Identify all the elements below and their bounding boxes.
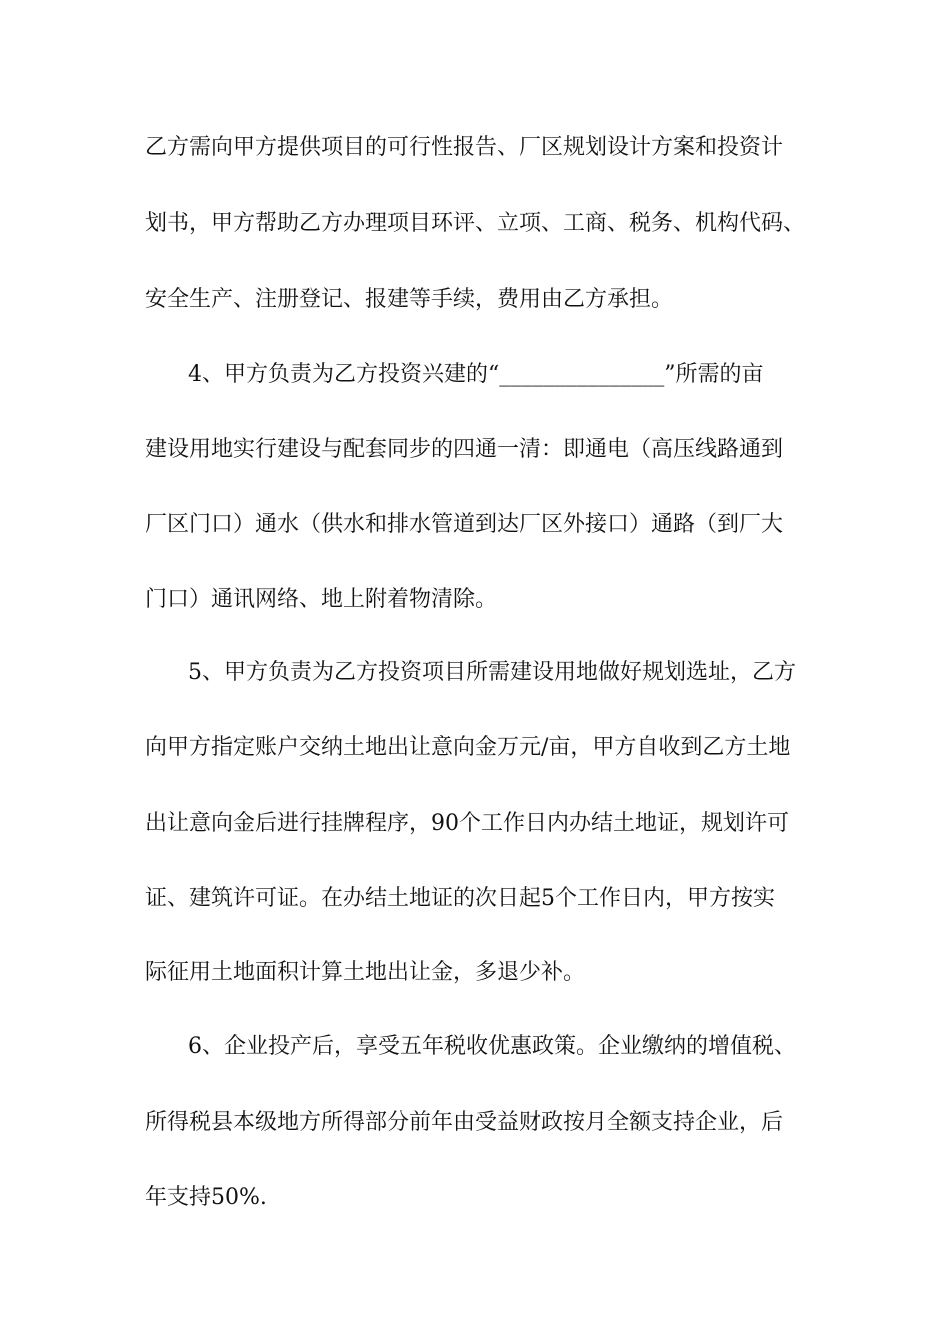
paragraph-3-line-2: 划书，甲方帮助乙方办理项目环评、立项、工商、税务、机构代码、 xyxy=(145,211,806,236)
paragraph-6-line-2: 所得税县本级地方所得部分前年由受益财政按月全额支持企业，后 xyxy=(145,1110,784,1135)
paragraph-4-line-4: 门口）通讯网络、地上附着物清除。 xyxy=(145,587,498,612)
paragraph-3-line-1: 乙方需向甲方提供项目的可行性报告、厂区规划设计方案和投资计 xyxy=(145,135,784,160)
paragraph-5-line-5: 际征用土地面积计算土地出让金，多退少补。 xyxy=(145,960,586,985)
paragraph-5-line-2: 向甲方指定账户交纳土地出让意向金万元/亩，甲方自收到乙方土地 xyxy=(145,735,791,760)
paragraph-4-line-3: 厂区门口）通水（供水和排水管道到达厂区外接口）通路（到厂大 xyxy=(145,512,784,537)
paragraph-4-line-1: 4、甲方负责为乙方投资兴建的“_______________”所需的亩 xyxy=(188,362,764,387)
paragraph-6-line-1: 6、企业投产后，享受五年税收优惠政策。企业缴纳的增值税、 xyxy=(188,1034,796,1059)
paragraph-6-line-3: 年支持50%. xyxy=(145,1185,267,1210)
paragraph-4-line-2: 建设用地实行建设与配套同步的四通一清：即通电（高压线路通到 xyxy=(145,437,784,462)
paragraph-5-line-3: 出让意向金后进行挂牌程序，90个工作日内办结土地证，规划许可 xyxy=(145,811,789,836)
paragraph-3-line-3: 安全生产、注册登记、报建等手续，费用由乙方承担。 xyxy=(145,287,674,312)
paragraph-5-line-4: 证、建筑许可证。在办结土地证的次日起5个工作日内，甲方按实 xyxy=(145,886,775,911)
paragraph-5-line-1: 5、甲方负责为乙方投资项目所需建设用地做好规划选址，乙方 xyxy=(188,660,796,685)
